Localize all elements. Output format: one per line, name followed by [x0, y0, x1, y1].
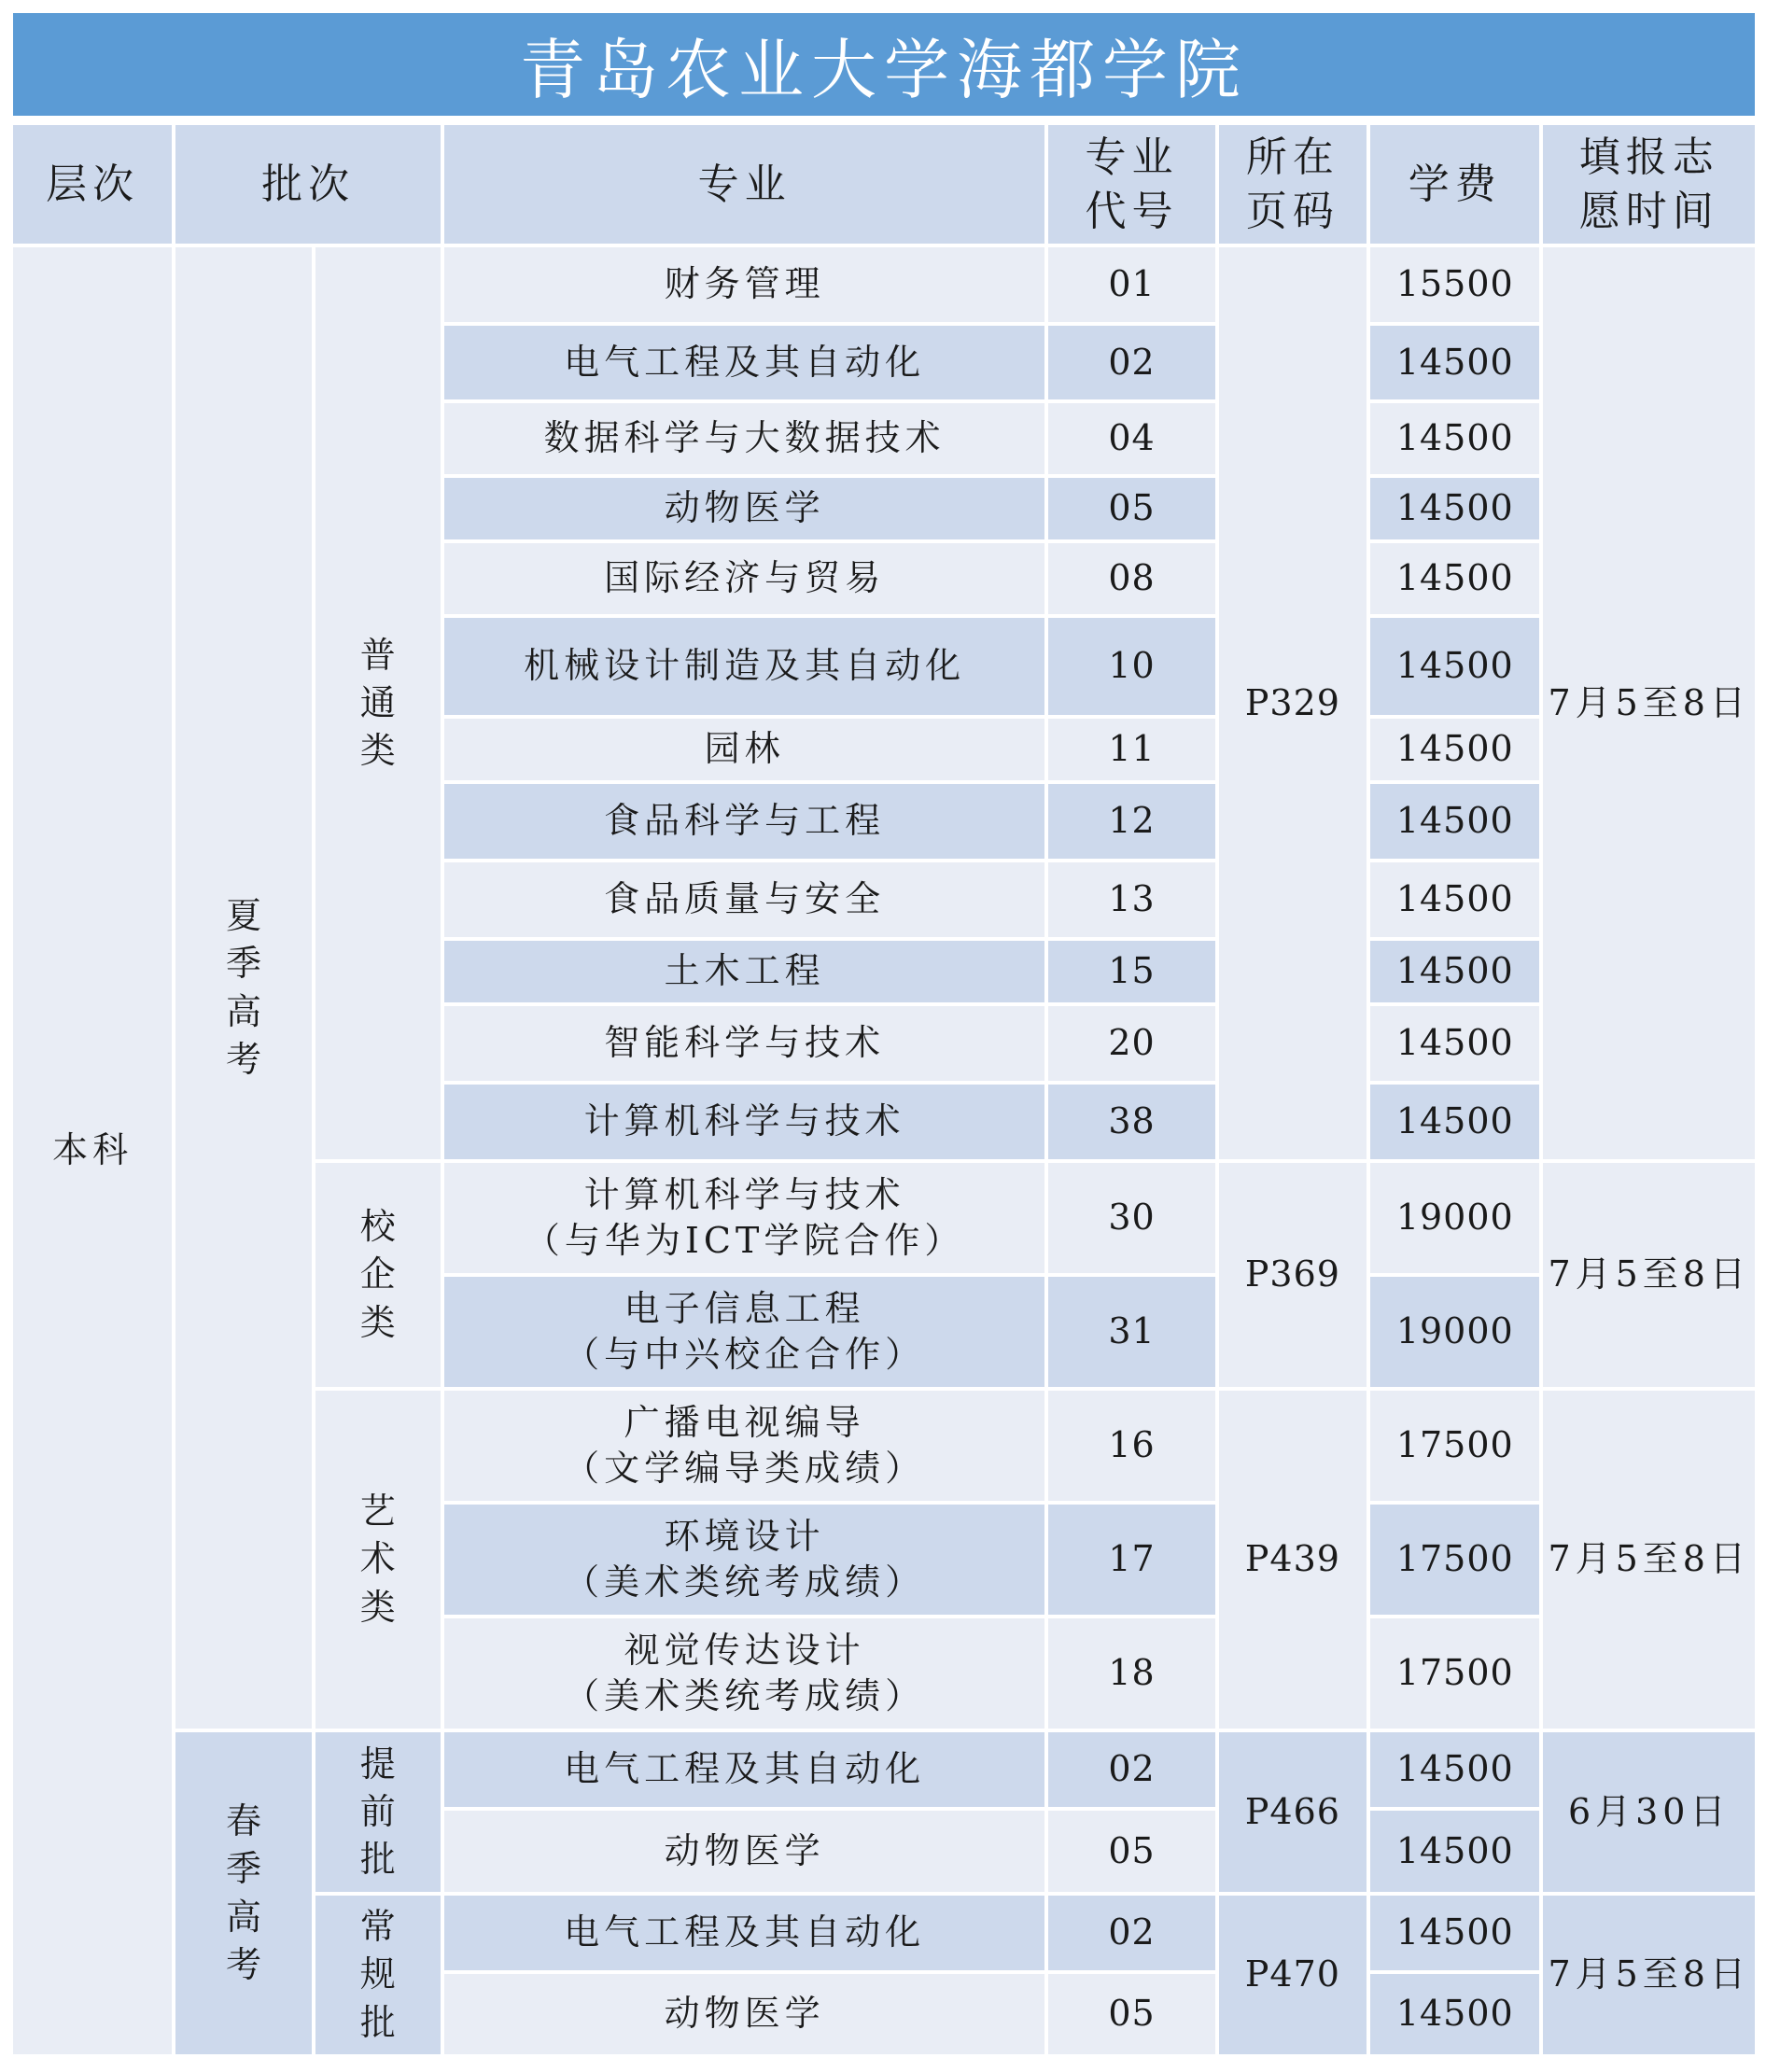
header-page: 所在 页码	[1219, 125, 1367, 244]
code-cell: 02	[1048, 1732, 1214, 1807]
time-cell-art: 7月5至8日	[1543, 1391, 1755, 1729]
code-cell: 10	[1048, 618, 1214, 715]
header-level: 层次	[13, 125, 172, 244]
fee-cell: 14500	[1370, 1974, 1539, 2054]
header-row	[13, 125, 1755, 244]
code-cell: 17	[1048, 1505, 1214, 1615]
major-cell: 计算机科学与技术 （与华为ICT学院合作）	[444, 1163, 1044, 1273]
major-cell: 动物医学	[444, 1974, 1044, 2054]
fee-cell: 17500	[1370, 1391, 1539, 1501]
spring-exam-cell: 春 季 高 考	[175, 1732, 311, 2054]
fee-cell: 14500	[1370, 403, 1539, 474]
code-cell: 05	[1048, 478, 1214, 539]
major-cell: 食品质量与安全	[444, 862, 1044, 937]
fee-cell: 14500	[1370, 1732, 1539, 1807]
fee-cell: 14500	[1370, 719, 1539, 780]
time-cell-general: 7月5至8日	[1543, 247, 1755, 1159]
enterprise-category-cell: 校 企 类	[315, 1163, 441, 1387]
time-cell-early: 6月30日	[1543, 1732, 1755, 1892]
major-cell: 电气工程及其自动化	[444, 326, 1044, 399]
code-cell: 13	[1048, 862, 1214, 937]
code-cell: 31	[1048, 1277, 1214, 1387]
fee-cell: 14500	[1370, 1006, 1539, 1081]
header-batch: 批次	[175, 125, 441, 244]
fee-cell: 14500	[1370, 941, 1539, 1002]
code-cell: 11	[1048, 719, 1214, 780]
fee-cell: 14500	[1370, 1085, 1539, 1159]
fee-cell: 19000	[1370, 1163, 1539, 1273]
table-row	[13, 247, 1755, 322]
regular-batch-cell: 常 规 批	[315, 1896, 441, 2054]
table-row	[13, 1732, 1755, 1807]
major-cell: 食品科学与工程	[444, 784, 1044, 859]
general-category-cell: 普 通 类	[315, 247, 441, 1159]
fee-cell: 15500	[1370, 247, 1539, 322]
major-cell: 视觉传达设计 （美术类统考成绩）	[444, 1618, 1044, 1729]
major-cell: 电气工程及其自动化	[444, 1732, 1044, 1807]
summer-exam-cell: 夏 季 高 考	[175, 247, 311, 1729]
header-fee: 学费	[1370, 125, 1539, 244]
code-cell: 30	[1048, 1163, 1214, 1273]
code-cell: 02	[1048, 1896, 1214, 1970]
level-cell: 本科	[13, 247, 172, 2054]
fee-cell: 14500	[1370, 543, 1539, 614]
code-cell: 38	[1048, 1085, 1214, 1159]
major-cell: 动物医学	[444, 1811, 1044, 1892]
code-cell: 01	[1048, 247, 1214, 322]
code-cell: 16	[1048, 1391, 1214, 1501]
code-cell: 20	[1048, 1006, 1214, 1081]
time-cell-regular: 7月5至8日	[1543, 1896, 1755, 2054]
fee-cell: 17500	[1370, 1618, 1539, 1729]
code-cell: 08	[1048, 543, 1214, 614]
code-cell: 02	[1048, 326, 1214, 399]
major-cell: 数据科学与大数据技术	[444, 403, 1044, 474]
admission-table	[9, 121, 1759, 2058]
header-code: 专业 代号	[1048, 125, 1214, 244]
code-cell: 05	[1048, 1974, 1214, 2054]
early-batch-cell: 提 前 批	[315, 1732, 441, 1892]
major-cell: 计算机科学与技术	[444, 1085, 1044, 1159]
fee-cell: 14500	[1370, 1811, 1539, 1892]
page-cell-art: P439	[1219, 1391, 1367, 1729]
major-cell: 广播电视编导 （文学编导类成绩）	[444, 1391, 1044, 1501]
fee-cell: 14500	[1370, 478, 1539, 539]
code-cell: 04	[1048, 403, 1214, 474]
fee-cell: 14500	[1370, 784, 1539, 859]
header-major: 专业	[444, 125, 1044, 244]
fee-cell: 14500	[1370, 618, 1539, 715]
page-cell-enterprise: P369	[1219, 1163, 1367, 1387]
code-cell: 12	[1048, 784, 1214, 859]
major-cell: 智能科学与技术	[444, 1006, 1044, 1081]
code-cell: 18	[1048, 1618, 1214, 1729]
major-cell: 电子信息工程 （与中兴校企合作）	[444, 1277, 1044, 1387]
fee-cell: 14500	[1370, 1896, 1539, 1970]
major-cell: 环境设计 （美术类统考成绩）	[444, 1505, 1044, 1615]
major-cell: 机械设计制造及其自动化	[444, 618, 1044, 715]
art-category-cell: 艺 术 类	[315, 1391, 441, 1729]
page-title: 青岛农业大学海都学院	[13, 13, 1755, 116]
fee-cell: 14500	[1370, 862, 1539, 937]
code-cell: 15	[1048, 941, 1214, 1002]
major-cell: 财务管理	[444, 247, 1044, 322]
page-cell-regular: P470	[1219, 1896, 1367, 2054]
fee-cell: 14500	[1370, 326, 1539, 399]
page-cell-general: P329	[1219, 247, 1367, 1159]
time-cell-enterprise: 7月5至8日	[1543, 1163, 1755, 1387]
major-cell: 动物医学	[444, 478, 1044, 539]
code-cell: 05	[1048, 1811, 1214, 1892]
major-cell: 国际经济与贸易	[444, 543, 1044, 614]
page-cell-early: P466	[1219, 1732, 1367, 1892]
header-time: 填报志 愿时间	[1543, 125, 1755, 244]
fee-cell: 19000	[1370, 1277, 1539, 1387]
fee-cell: 17500	[1370, 1505, 1539, 1615]
major-cell: 土木工程	[444, 941, 1044, 1002]
major-cell: 园林	[444, 719, 1044, 780]
major-cell: 电气工程及其自动化	[444, 1896, 1044, 1970]
